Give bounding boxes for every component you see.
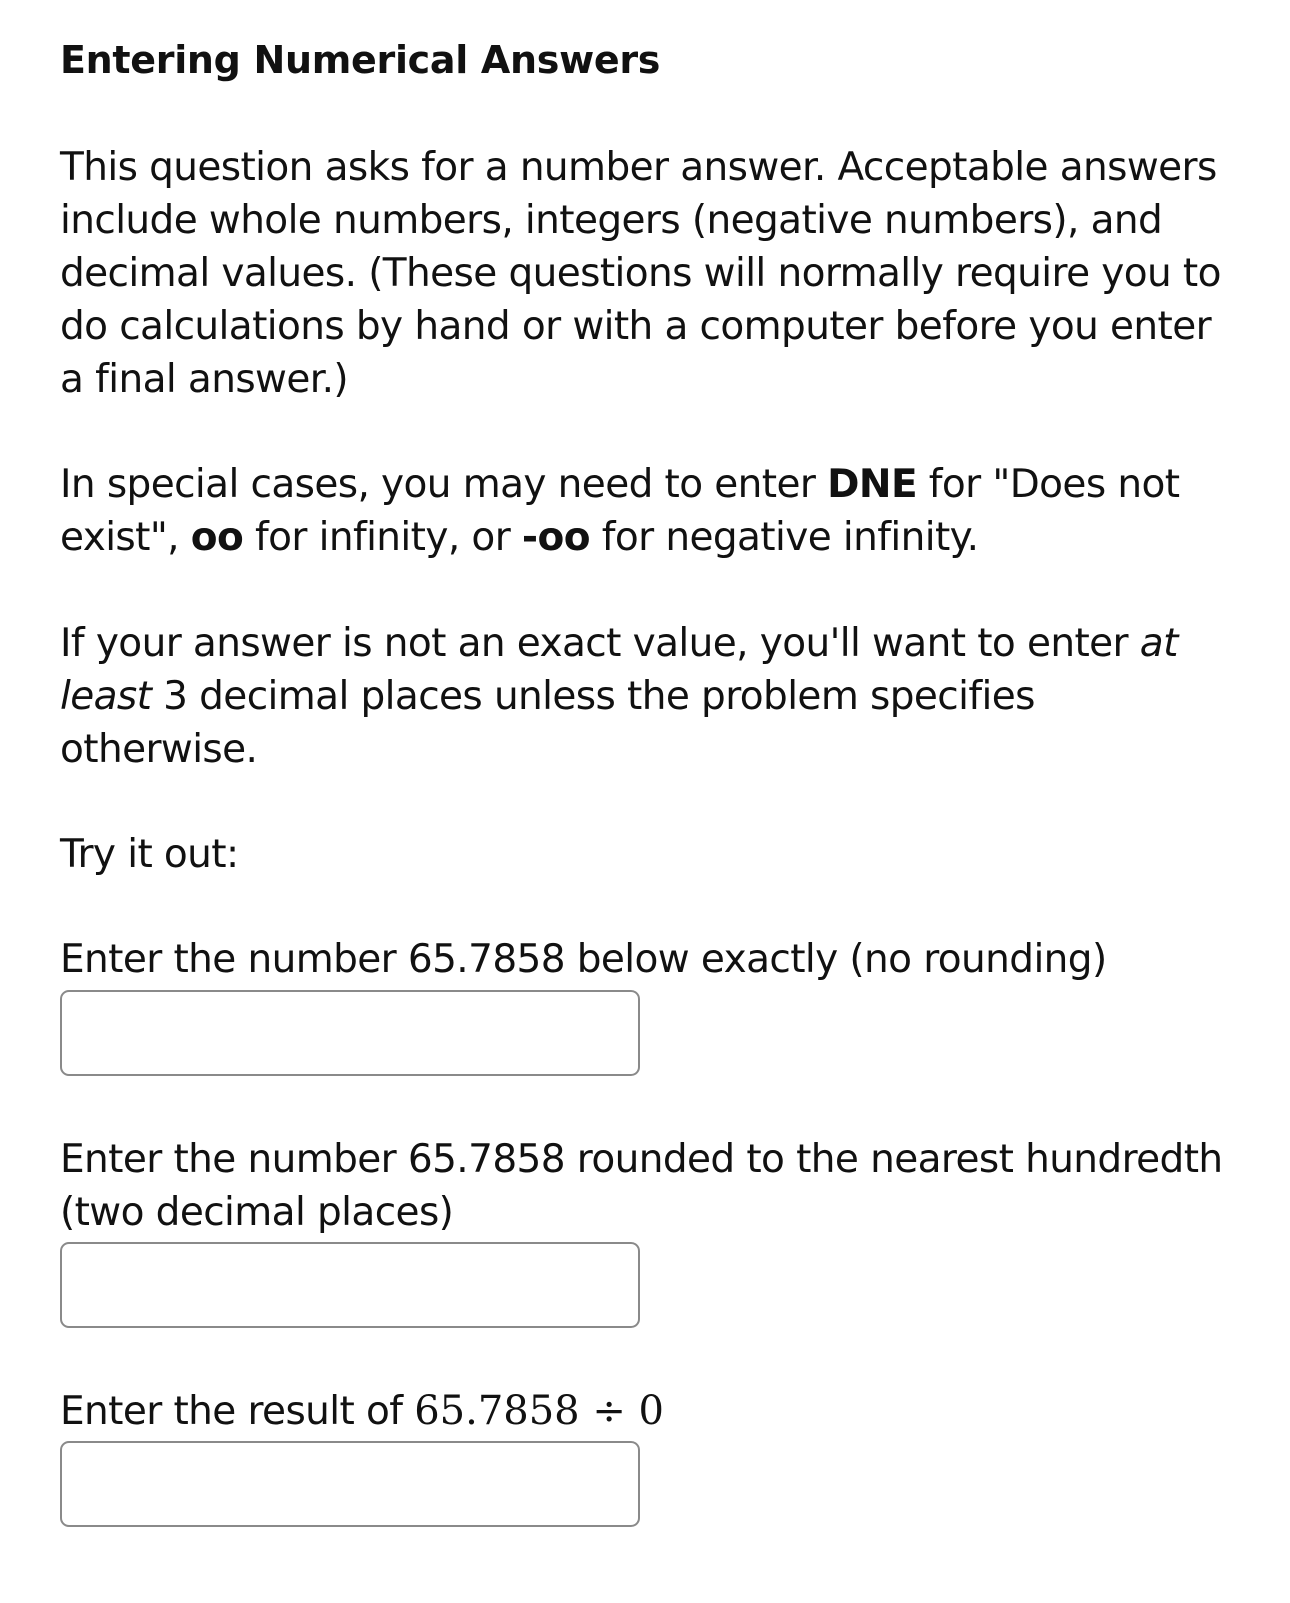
question-3-prompt-text: Enter the result of [60, 1389, 415, 1434]
precision-paragraph [60, 617, 1230, 776]
dne-keyword: DNE [827, 462, 917, 507]
special-cases-text-middle-1: for "Does not exist", [60, 462, 1180, 560]
precision-text-after: 3 decimal places unless the problem specifies otherwise. [60, 674, 1035, 772]
intro-paragraph: This question asks for a number answer. Acceptable answers include whole numbers, integers (negative numbers), and decimal values. (These questions will normally require you to do calculations by hand or with a computer before you enter a final answer.) [60, 145, 1221, 402]
answer-input-3[interactable] [60, 1441, 640, 1527]
precision-text-before: If your answer is not an exact value, you'll want to enter [60, 621, 1140, 666]
special-cases-paragraph [60, 458, 1230, 564]
special-cases-text-middle-2: for infinity, or [243, 515, 522, 560]
question-1-prompt: Enter the number 65.7858 below exactly (no rounding) [60, 937, 1107, 982]
page-title: Entering Numerical Answers [60, 38, 661, 82]
question-3-prompt [60, 1385, 1230, 1438]
answer-input-1[interactable] [60, 990, 640, 1076]
special-cases-text-after: for negative infinity. [589, 515, 979, 560]
answer-input-2[interactable] [60, 1242, 640, 1328]
question-2-prompt: Enter the number 65.7858 rounded to the nearest hundredth (two decimal places) [60, 1137, 1223, 1235]
special-cases-text-before: In special cases, you may need to enter [60, 462, 828, 507]
infinity-keyword: oo [190, 515, 244, 560]
precision-emphasis: at least [60, 621, 1178, 719]
negative-infinity-keyword: -oo [521, 515, 590, 560]
question-3-math-expression: 65.7858 ÷ 0 [414, 1388, 665, 1434]
try-it-label: Try it out: [60, 832, 239, 877]
